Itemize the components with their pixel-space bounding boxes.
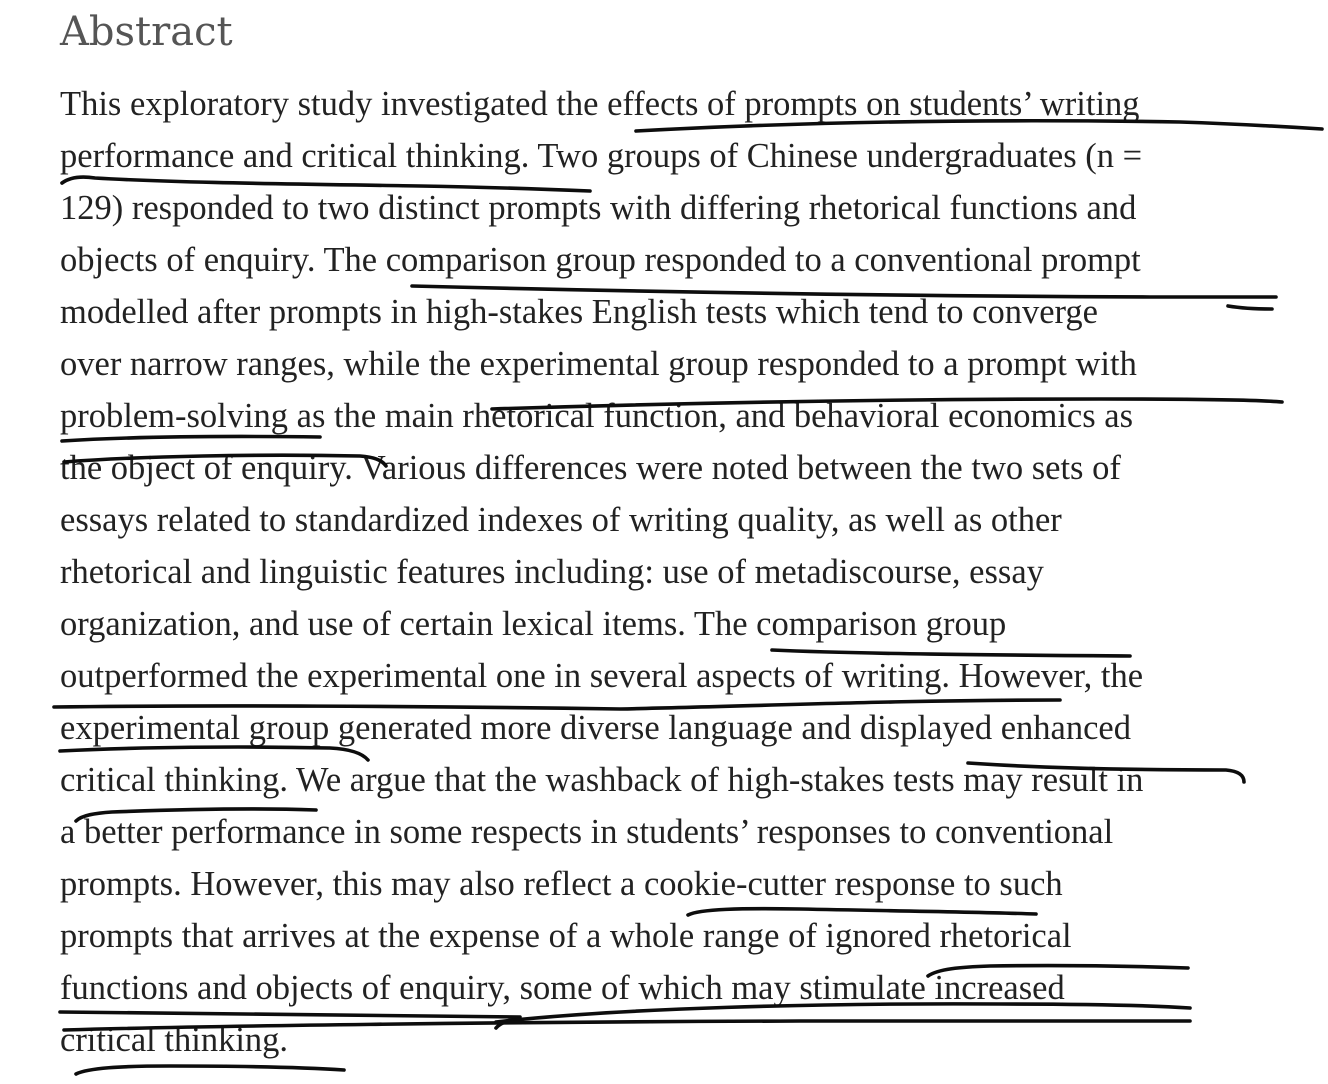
text-line: performance and critical thinking. Two groups of Chinese undergraduates (n = (60, 137, 1143, 175)
abstract-paragraph (60, 78, 1143, 1066)
text-line: a better performance in some respects in students’ responses to conventional (60, 813, 1114, 851)
text-line: modelled after prompts in high-stakes English tests which tend to converge (60, 293, 1098, 331)
text-line: prompts that arrives at the expense of a whole range of ignored rhetorical (60, 917, 1072, 955)
underline-stroke (76, 1066, 344, 1074)
text-line: functions and objects of enquiry, some of which may stimulate increased (60, 969, 1065, 1007)
text-line: the object of enquiry. Various differences were noted between the two sets of (60, 449, 1121, 487)
text-line: essays related to standardized indexes of writing quality, as well as other (60, 501, 1062, 539)
underline-stroke (1228, 306, 1272, 309)
text-line: objects of enquiry. The comparison group responded to a conventional prompt (60, 241, 1141, 279)
text-line: experimental group generated more diverse language and displayed enhanced (60, 709, 1131, 747)
section-heading: Abstract (60, 9, 233, 55)
text-line: 129) responded to two distinct prompts with differing rhetorical functions and (60, 189, 1137, 227)
text-line: This exploratory study investigated the effects of prompts on students’ writing (60, 85, 1140, 123)
text-line: critical thinking. (60, 1021, 289, 1059)
text-line: organization, and use of certain lexical items. The comparison group (60, 605, 1007, 643)
text-line: rhetorical and linguistic features including: use of metadiscourse, essay (60, 553, 1044, 591)
text-line: over narrow ranges, while the experimental group responded to a prompt with (60, 345, 1137, 383)
text-line: outperformed the experimental one in several aspects of writing. However, the (60, 657, 1144, 695)
text-line: prompts. However, this may also reflect a cookie-cutter response to such (60, 865, 1063, 903)
text-line: problem-solving as the main rhetorical function, and behavioral economics as (60, 397, 1134, 435)
text-line: critical thinking. We argue that the washback of high-stakes tests may result in (60, 761, 1144, 799)
